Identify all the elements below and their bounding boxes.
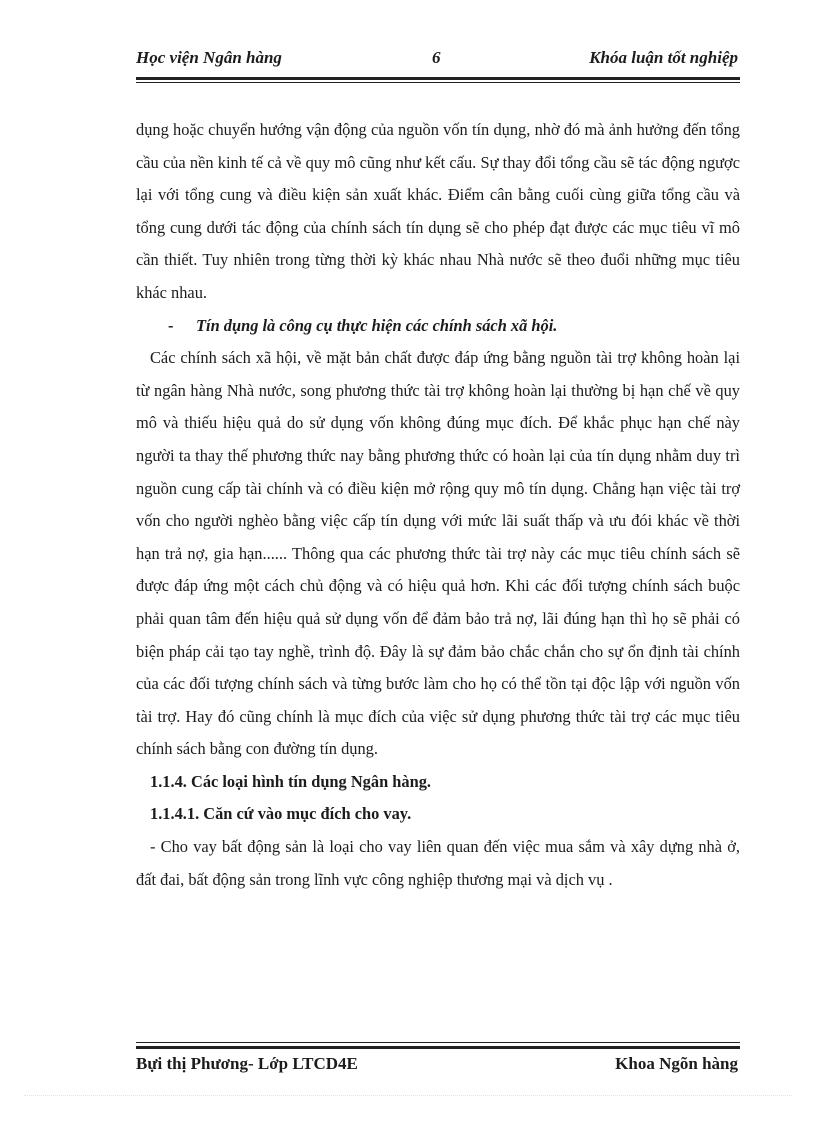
bullet-heading-text: Tín dụng là công cụ thực hiện các chính sách xã hội. — [196, 315, 558, 335]
section-heading-credit-types: 1.1.4. Các loại hình tín dụng Ngân hàng. — [150, 771, 432, 791]
footer-author: Bựi thị Phương- Lớp LTCD4E — [136, 1054, 358, 1073]
subsection-heading-loan-purpose: 1.1.4.1. Căn cứ vào mục đích cho vay. — [150, 804, 412, 824]
page-body — [136, 114, 740, 896]
page-border-dotted — [24, 1095, 792, 1096]
page-footer — [136, 1052, 740, 1082]
paragraph-credit-demand: dụng hoặc chuyển hướng vận động của nguồn vốn tín dụng, nhờ đó mà ảnh hưởng đến tổng cầu của nền kinh tế cả về quy mô cũng như kết cấu. Sự thay đổi tổng cầu sẽ tác động ngược lại với tổng cung và điều kiện sản xuất khác. Điểm cân bằng cuối cùng giữa tổng cầu và tổng cung dưới tác động của chính sách tín dụng sẽ cho phép đạt được các mục tiêu vĩ mô cần thiết. Tuy nhiên trong từng thời kỳ khác nhau Nhà nước sẽ theo đuổi những mục tiêu khác nhau. — [136, 120, 740, 302]
bullet-heading-social-policy — [136, 310, 740, 343]
footer-rule-thin — [136, 1042, 740, 1043]
header-rule-thick — [136, 77, 740, 80]
header-rule-thin — [136, 82, 740, 83]
header-institution: Học viện Ngân hàng — [136, 48, 282, 67]
page-header — [136, 44, 740, 74]
footer-department: Khoa Ngõn hàng — [615, 1054, 738, 1073]
bullet-dash: - — [168, 315, 174, 335]
page-number: 6 — [432, 48, 441, 67]
paragraph-social-policy: Các chính sách xã hội, về mặt bản chất được đáp ứng bằng nguồn tài trợ không hoàn lại từ ngân hàng Nhà nước, song phương thức tài trợ không hoàn lại thường bị hạn chế về quy mô và thiếu hiệu quả do sử dụng vốn không đúng mục đích. Để khắc phục hạn chế này người ta thay thế phương thức nay bằng phương thức có hoàn lại của tín dụng nhằm duy trì nguồn cung cấp tài chính và có điều kiện mở rộng quy mô tín dụng. Chẳng hạn việc tài trợ vốn cho người nghèo bằng việc cấp tín dụng với mức lãi suất thấp và ưu đói khác về thời hạn trả nợ, gia hạn...... Thông qua các phương thức tài trợ này các mục tiêu chính sách sẽ được đáp ứng một cách chủ động và có hiệu quả hơn. Khi các đối tượng chính sách buộc phải quan tâm đến hiệu quả sử dụng vốn để đảm bảo trả nợ, lãi đúng hạn thì họ sẽ phải có biện pháp cải tạo tay nghề, trình độ. Đây là sự đảm bảo chắc chắn cho sự ổn định tài chính của các đối tượng chính sách và từng bước làm cho họ có thể tồn tại độc lập với nguồn vốn tài trợ. Hay đó cũng chính là mục đích của việc sử dụng phương thức tài trợ các mục tiêu chính sách bằng con đường tín dụng. — [136, 348, 740, 759]
header-document-type: Khóa luận tốt nghiệp — [589, 48, 738, 67]
paragraph-real-estate-loan: - Cho vay bất động sản là loại cho vay liên quan đến việc mua sắm và xây dựng nhà ở, đất đai, bất động sản trong lĩnh vực công nghiệp thương mại và dịch vụ . — [136, 837, 740, 889]
footer-rule-thick — [136, 1046, 740, 1049]
